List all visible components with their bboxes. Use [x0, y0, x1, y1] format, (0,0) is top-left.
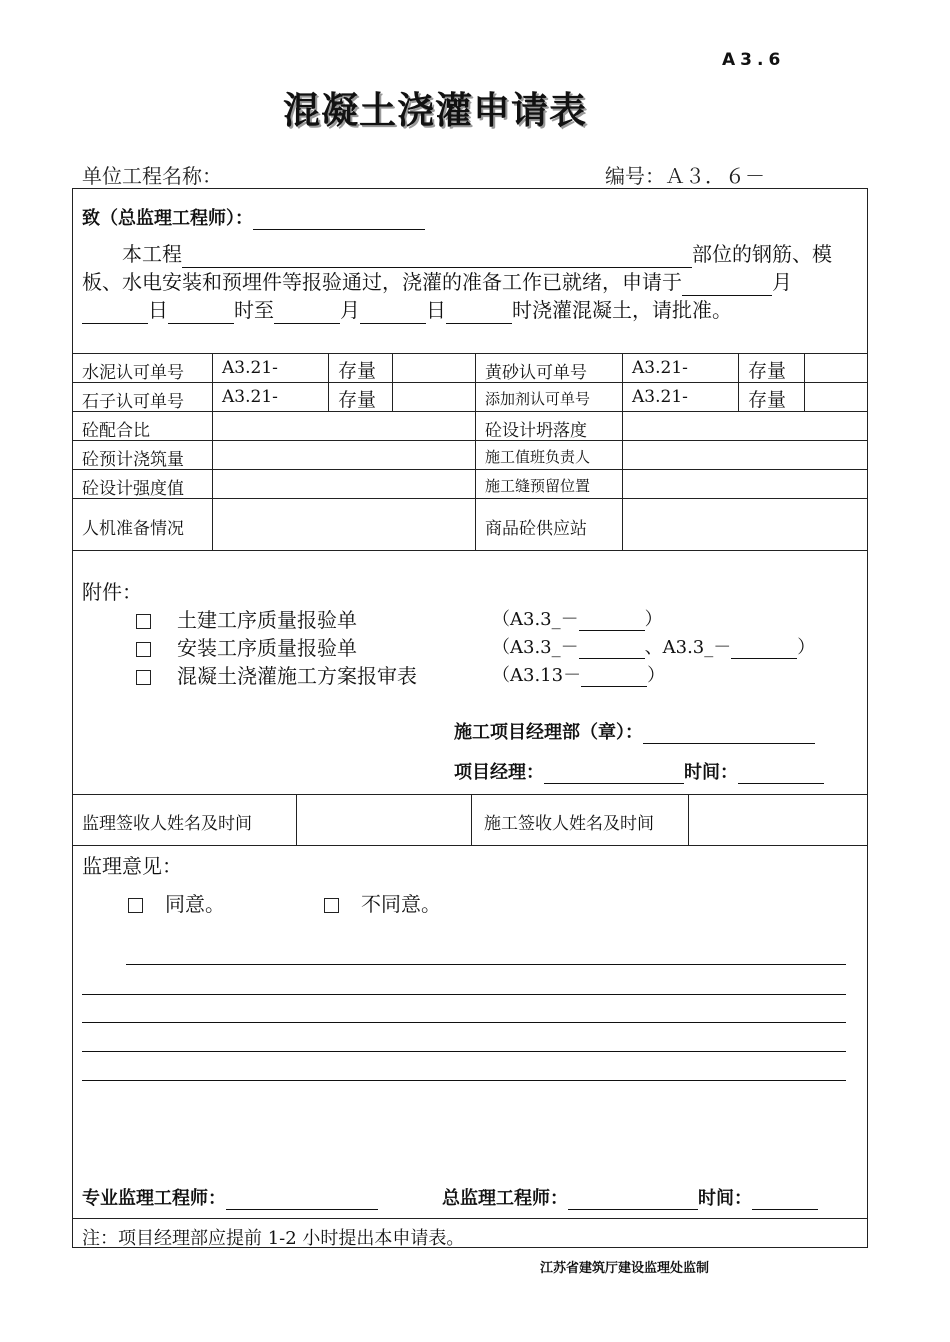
- attachment-ref: [492, 633, 815, 659]
- divider: [471, 794, 472, 845]
- day2-unit: 日: [426, 298, 446, 322]
- hour1-unit: 时至: [234, 298, 274, 322]
- hour1-input[interactable]: [168, 301, 234, 324]
- issuer: 江苏省建筑厅建设监理处监制: [540, 1261, 710, 1276]
- divider: [72, 469, 868, 470]
- attachment-ref: [492, 605, 663, 631]
- project-manager-label: 项目经理：: [454, 762, 544, 783]
- divider: [688, 794, 689, 845]
- sand-permit-label: 黄砂认可单号: [485, 363, 587, 383]
- sand-stock-label: 存量: [748, 360, 787, 382]
- ref-input[interactable]: [581, 670, 647, 687]
- specialist-engineer-label: 专业监理工程师：: [82, 1188, 226, 1209]
- pm-time-input[interactable]: [738, 765, 824, 784]
- attachment-item: [136, 632, 357, 661]
- checkbox[interactable]: [136, 670, 151, 685]
- opinion-line[interactable]: [126, 964, 846, 965]
- location-input[interactable]: [182, 245, 692, 268]
- attachment-item: [136, 604, 357, 633]
- form-number-label: 编号：Ａ３．６－: [605, 164, 765, 188]
- page-title: 混凝土浇灌申请表: [283, 89, 587, 132]
- specialist-engineer: [82, 1184, 378, 1210]
- attachment-name: 土建工序质量报验单: [177, 608, 357, 632]
- divider: [72, 440, 868, 441]
- unit-name-field: [82, 160, 592, 189]
- ref-close: ）: [647, 665, 666, 686]
- attachment-name: 安装工序质量报验单: [177, 636, 357, 660]
- divider: [72, 498, 868, 499]
- pm-time-label: 时间：: [684, 762, 738, 783]
- checkbox[interactable]: [136, 642, 151, 657]
- design-strength-label: 砼设计强度值: [82, 479, 184, 499]
- opinion-line[interactable]: [82, 1022, 846, 1023]
- divider: [72, 550, 868, 551]
- divider: [622, 353, 623, 550]
- day1-unit: 日: [148, 298, 168, 322]
- shift-lead-label: 施工值班负责人: [485, 448, 591, 466]
- chief-time-input[interactable]: [752, 1191, 818, 1210]
- mix-ratio-label: 砼配合比: [82, 421, 150, 441]
- disagree-label: 不同意。: [361, 892, 441, 916]
- pour-volume-label: 砼预计浇筑量: [82, 450, 184, 470]
- project-manager: [454, 758, 824, 784]
- agree-option[interactable]: [128, 888, 225, 917]
- project-manager-input[interactable]: [544, 765, 684, 784]
- day2-input[interactable]: [360, 301, 426, 324]
- ref-text: （A3.3_－: [492, 637, 579, 658]
- divider: [328, 353, 329, 411]
- contractor-dept-input[interactable]: [643, 725, 815, 744]
- ref-close: ）: [644, 609, 663, 630]
- opinion-line[interactable]: [82, 1080, 846, 1081]
- chief-time-label: 时间：: [698, 1188, 752, 1209]
- disagree-checkbox[interactable]: [324, 898, 339, 913]
- cement-stock-label: 存量: [338, 360, 377, 382]
- agree-label: 同意。: [165, 892, 225, 916]
- request-paragraph: [82, 240, 862, 324]
- hour2-input[interactable]: [446, 301, 512, 324]
- ref-input[interactable]: [579, 642, 645, 659]
- contractor-dept: [454, 718, 815, 744]
- note: 注：项目经理部应提前 1-2 小时提出本申请表。: [82, 1228, 465, 1249]
- month2-unit: 月: [340, 298, 360, 322]
- request-text-end: 时浇灌混凝土，请批准。: [512, 298, 732, 322]
- unit-name-label: 单位工程名称：: [82, 164, 222, 188]
- addressee-label: 致（总监理工程师）：: [82, 208, 253, 229]
- stone-permit-label: 石子认可单号: [82, 392, 184, 412]
- addressee-input[interactable]: [253, 211, 425, 230]
- ref-text: （A3.13－: [492, 665, 582, 686]
- cement-ref: A3.21-: [222, 358, 278, 378]
- ref-close: ）: [797, 637, 816, 658]
- stone-ref: A3.21-: [222, 387, 278, 407]
- request-text-1a: 本工程: [122, 242, 182, 266]
- cement-permit-label: 水泥认可单号: [82, 363, 184, 383]
- opinion-line[interactable]: [82, 994, 846, 995]
- month1-input[interactable]: [682, 273, 772, 296]
- divider: [72, 1218, 868, 1219]
- contractor-receipt-label: 施工签收人姓名及时间: [484, 814, 654, 834]
- admixture-stock-label: 存量: [748, 389, 787, 411]
- admixture-permit-label: 添加剂认可单号: [485, 390, 591, 408]
- chief-engineer-label: 总监理工程师：: [442, 1188, 568, 1209]
- specialist-engineer-input[interactable]: [226, 1191, 378, 1210]
- attachment-ref: [492, 661, 665, 687]
- construction-joint-label: 施工缝预留位置: [485, 477, 591, 495]
- request-text-2a: 板、水电安装和预埋件等报验通过，浇灌的准备工作已就绪，申请于: [82, 270, 682, 294]
- divider: [738, 353, 739, 411]
- chief-engineer: [442, 1184, 818, 1210]
- addressee: [82, 204, 425, 230]
- request-text-2b: 月: [772, 270, 792, 294]
- attachment-item: [136, 660, 417, 689]
- ref-input[interactable]: [731, 642, 797, 659]
- admixture-ref: A3.21-: [632, 387, 688, 407]
- disagree-option[interactable]: [324, 888, 441, 917]
- readiness-label: 人机准备情况: [82, 519, 184, 539]
- sand-ref: A3.21-: [632, 358, 688, 378]
- divider: [475, 353, 476, 550]
- divider: [72, 353, 868, 354]
- ref-mid: 、A3.3_－: [644, 637, 732, 658]
- opinion-label: 监理意见：: [82, 854, 182, 878]
- chief-engineer-input[interactable]: [568, 1191, 698, 1210]
- agree-checkbox[interactable]: [128, 898, 143, 913]
- supervisor-receipt-label: 监理签收人姓名及时间: [82, 814, 252, 834]
- request-text-1b: 部位的钢筋、模: [692, 242, 832, 266]
- divider: [212, 353, 213, 550]
- divider: [804, 353, 805, 411]
- divider: [72, 845, 868, 846]
- form-code: A3.6: [722, 50, 786, 70]
- form-number: [605, 160, 765, 189]
- unit-name-input[interactable]: [222, 168, 592, 189]
- month2-input[interactable]: [274, 301, 340, 324]
- attachments-label: 附件：: [82, 580, 142, 604]
- supplier-label: 商品砼供应站: [485, 519, 587, 539]
- opinion-line[interactable]: [82, 1051, 846, 1052]
- divider: [296, 794, 297, 845]
- divider: [72, 794, 868, 795]
- slump-label: 砼设计坍落度: [485, 421, 587, 441]
- attachment-name: 混凝土浇灌施工方案报审表: [177, 664, 417, 688]
- contractor-dept-label: 施工项目经理部（章）：: [454, 722, 643, 743]
- day1-input[interactable]: [82, 301, 148, 324]
- ref-text: （A3.3_－: [492, 609, 579, 630]
- checkbox[interactable]: [136, 614, 151, 629]
- divider: [392, 353, 393, 411]
- stone-stock-label: 存量: [338, 389, 377, 411]
- ref-input[interactable]: [579, 614, 645, 631]
